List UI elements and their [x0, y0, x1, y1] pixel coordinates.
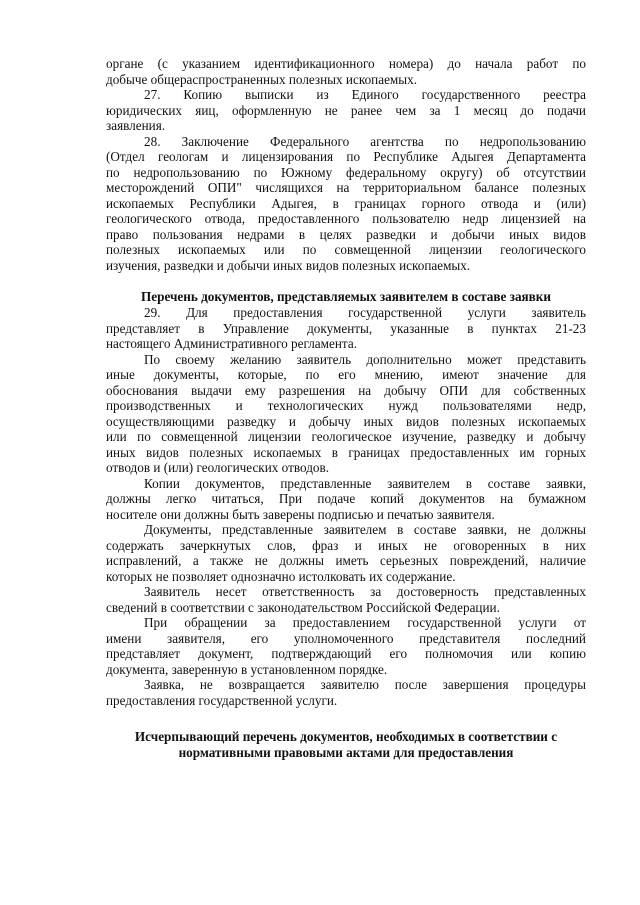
paragraph-responsibility	[106, 584, 586, 615]
text-line: Заявитель несет ответственность за достоверность представленных	[144, 584, 586, 599]
text-line: осуществляющими разведку и добычу иных видов полезных ископаемых	[106, 413, 586, 429]
text-line: месторождений ОПИ" числящихся на территориальном балансе полезных	[106, 180, 586, 195]
text-line: производственных и технологических нужд пользователями недр,	[106, 398, 586, 413]
text-line: юридических яиц, оформленную не ранее чем за 1 месяц до подачи	[106, 102, 586, 118]
text-line: носителе они должны быть заверены подписью и печатью заявителя.	[106, 506, 495, 522]
text-line: полезных ископаемых или по совмещенной лицензии геологического	[106, 242, 586, 257]
paragraph-representative	[106, 615, 586, 677]
text-line: исправлений, а также не должны иметь серьезных повреждений, наличие	[106, 553, 586, 568]
paragraph-item-29	[106, 305, 586, 352]
text-line: настоящего Административного регламента.	[106, 336, 357, 351]
text-line: Документы, представленные заявителем в составе заявки, не должны	[144, 522, 586, 537]
paragraph-item-28	[106, 134, 586, 274]
paragraph-no-corrections	[106, 522, 586, 584]
paragraph-additional-documents	[106, 352, 586, 476]
text-line: которых не позволяет однозначно истолковать их содержание.	[106, 568, 456, 584]
text-line: геологического отвода, предоставленного пользователю недр лицензией на	[106, 211, 586, 226]
text-line: обоснования выдачи ему разрешения на добычу ОПИ для собственных	[106, 382, 586, 398]
text-line: документа, заверенную в установленном порядке.	[106, 661, 388, 677]
text-line: Заявка, не возвращается заявителю после завершения процедуры	[144, 677, 586, 692]
text-line: 28. Заключение Федерального агентства по недропользованию	[144, 133, 586, 149]
text-line: ископаемых Республики Адыгея, в границах горного отвода и (или)	[106, 195, 586, 211]
text-line: содержать зачеркнутых слов, фраз и иных не оговоренных в них	[106, 537, 586, 553]
text-line: или по совмещенной лицензии геологическое изучение, разведку и добычу	[106, 429, 586, 444]
section-heading-exhaustive-list-line1: Исчерпывающий перечень документов, необходимых в соответствии с	[134, 729, 558, 744]
text-line: по недропользованию по Южному федеральному округу) об отсутствии	[106, 164, 586, 180]
text-line: Копии документов, представленные заявителем в составе заявки,	[144, 475, 586, 491]
text-line: право пользования недрами в целях разведки и добычи иных видов	[106, 226, 586, 242]
text-line: должны легко читаться, При подаче копий документов на бумажном	[106, 491, 586, 506]
paragraph-continuation	[106, 56, 586, 87]
text-line: изучения, разведки и добычи иных видов полезных ископаемых.	[106, 257, 471, 273]
document-page	[106, 56, 586, 761]
text-line: 27. Копию выписки из Единого государственного реестра	[144, 87, 586, 102]
text-line: представляет документ, подтверждающий его полномочия или копию	[106, 646, 586, 661]
text-line: добыче общераспространенных полезных ископаемых.	[106, 71, 418, 87]
paragraph-copies	[106, 476, 586, 523]
text-line: По своему желанию заявитель дополнительно может представить	[144, 351, 586, 367]
paragraph-not-returned	[106, 677, 586, 708]
text-line: имени заявителя, его уполномоченного представителя последний	[106, 630, 586, 646]
text-line: 29. Для предоставления государственной услуги заявитель	[144, 305, 586, 320]
text-line: сведений в соответствии с законодательством Российской Федерации.	[106, 599, 500, 615]
text-line: иных видов полезных ископаемых в границах предоставленных им горных	[106, 444, 586, 460]
text-line: отводов и (или) геологических отводов.	[106, 460, 330, 475]
section-heading-documents-list: Перечень документов, представляемых заявителем в составе заявки	[141, 289, 551, 304]
text-line: иные документы, которые, по его мнению, имеют значение для	[106, 367, 586, 382]
text-line: органе (с указанием идентификационного номера) до начала работ по	[106, 56, 586, 71]
text-line: При обращении за предоставлением государственной услуги от	[144, 615, 586, 630]
paragraph-item-27	[106, 87, 586, 134]
text-line: предоставления государственной услуги.	[106, 692, 338, 708]
text-line: (Отдел геологам и лицензирования по Республике Адыгея Департамента	[106, 149, 586, 164]
section-heading-exhaustive-list-line2: нормативными правовыми актами для предоставления	[178, 745, 514, 760]
text-line: представляет в Управление документы, указанные в пунктах 21-23	[106, 320, 586, 336]
text-line: заявления.	[106, 118, 166, 133]
